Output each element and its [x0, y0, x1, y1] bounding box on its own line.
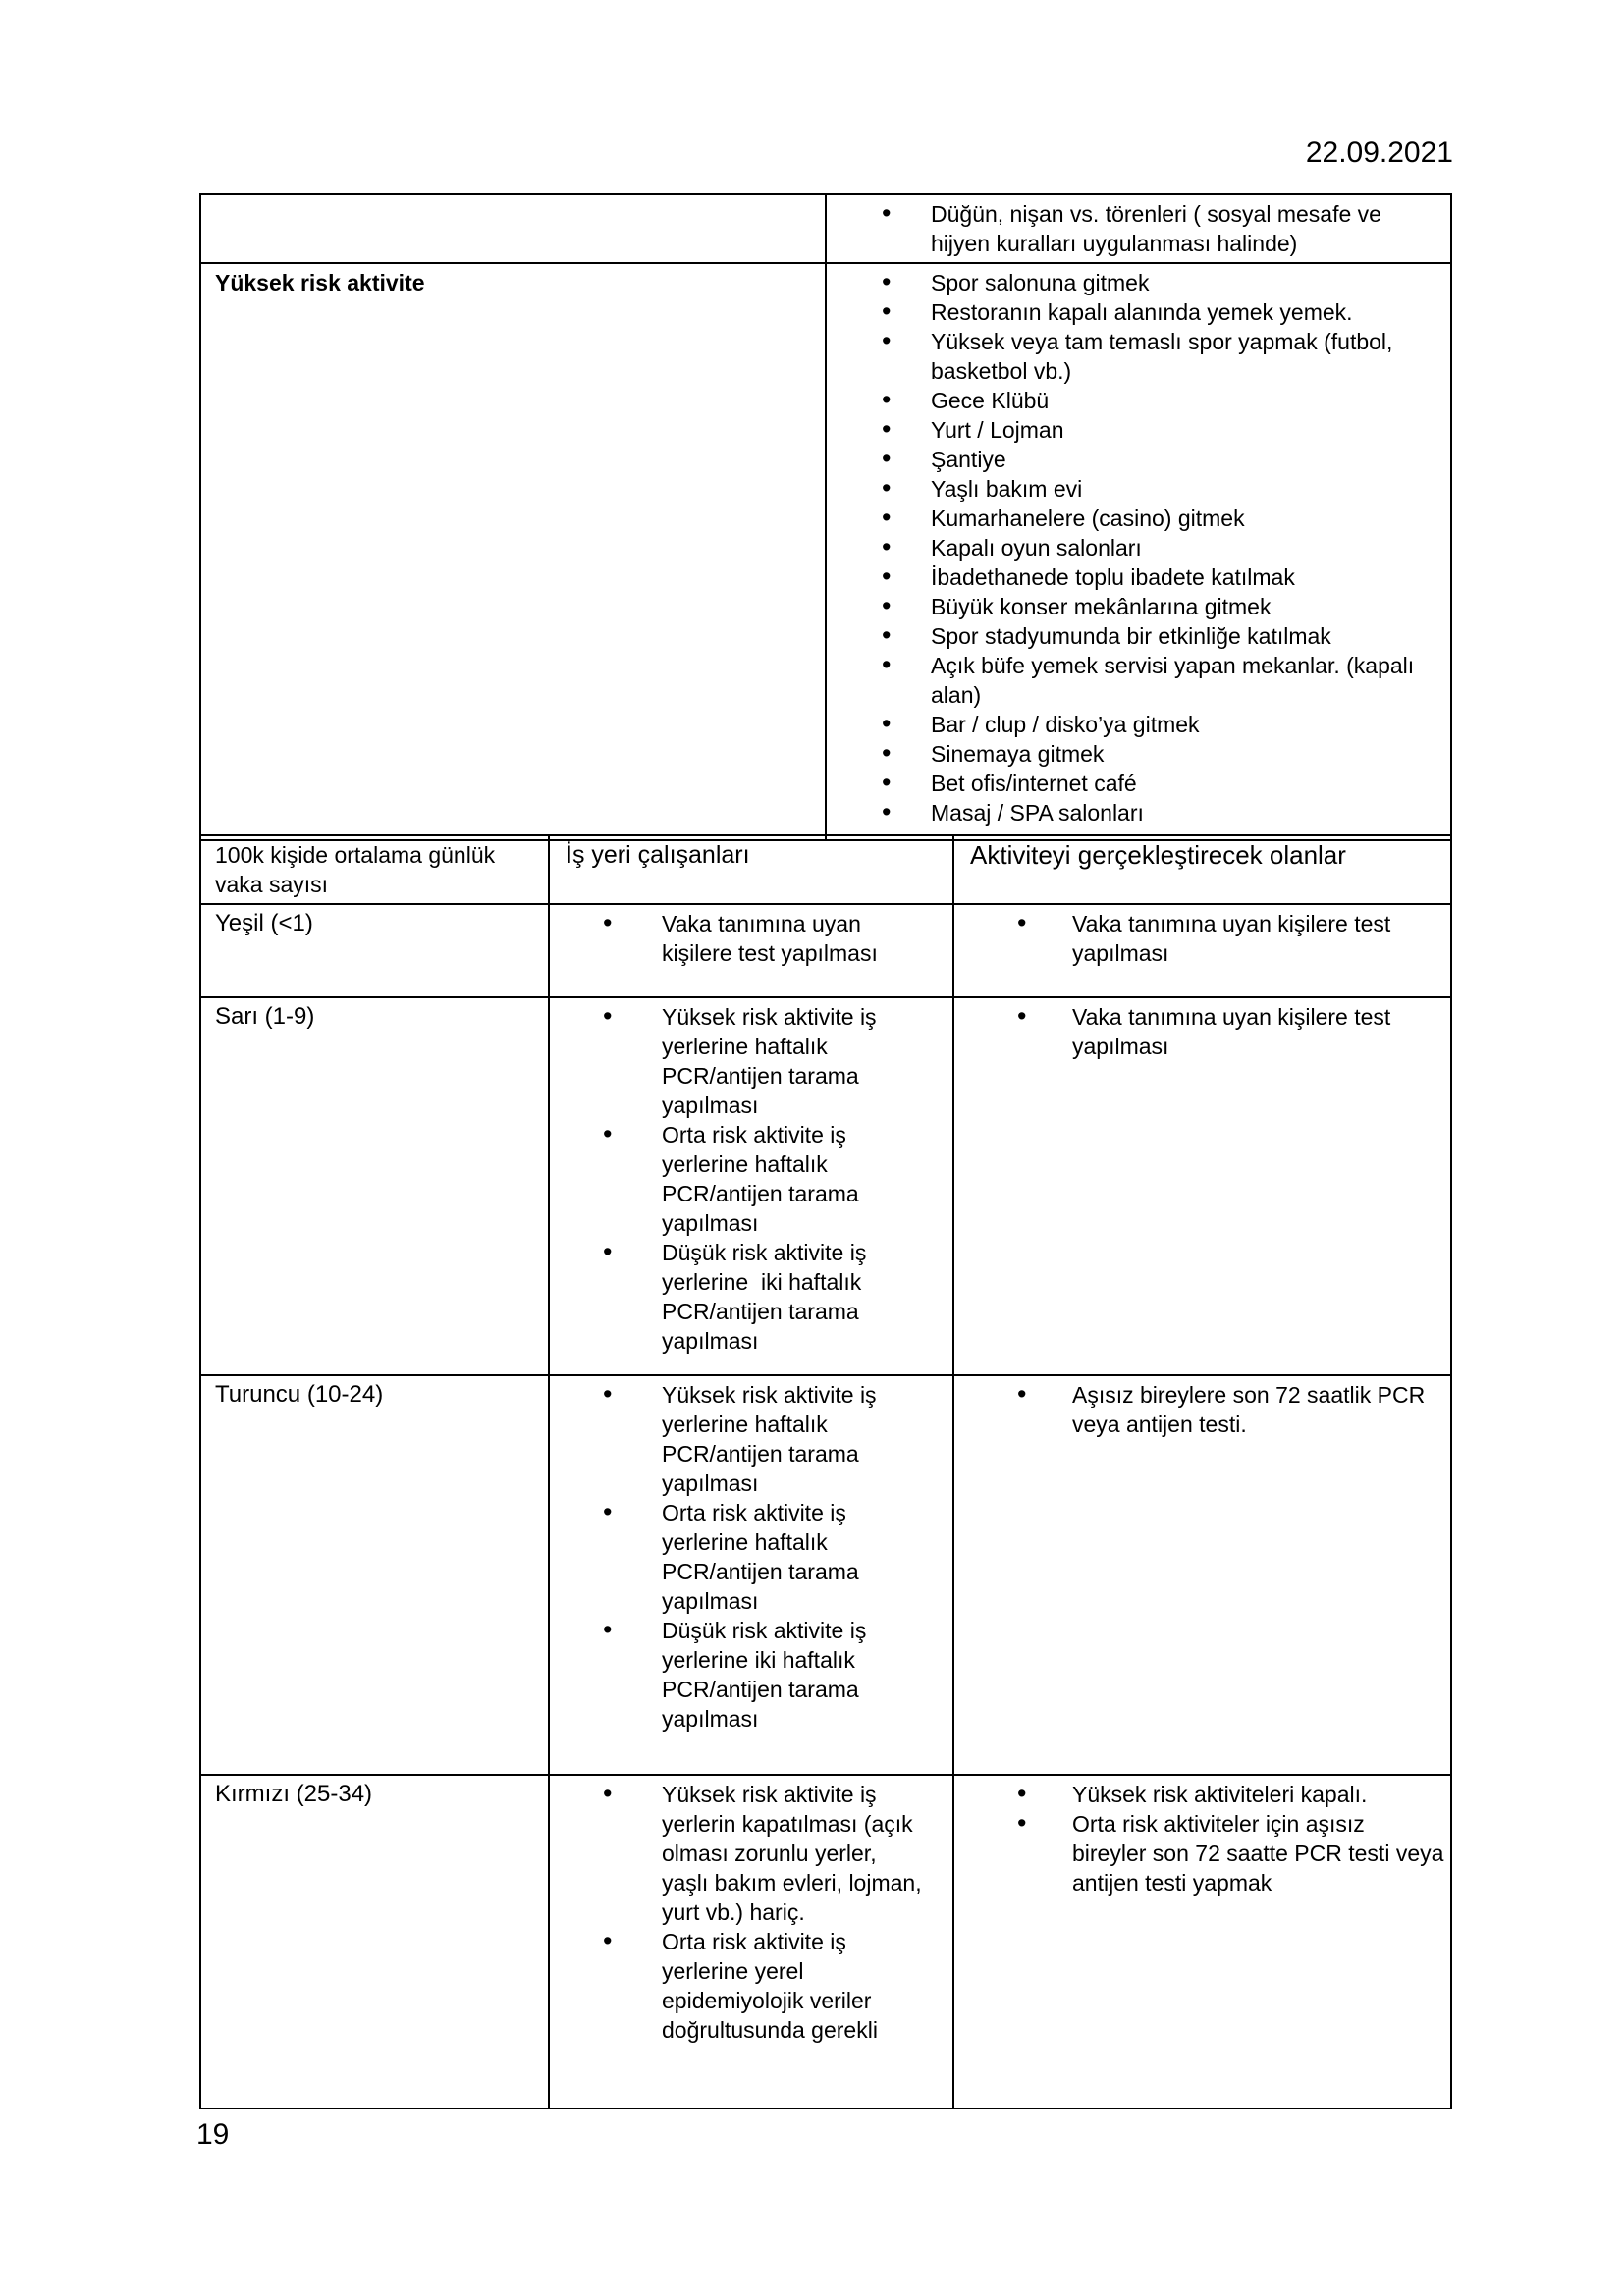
- bullet-item: • Masaj / SPA salonları: [827, 798, 1436, 828]
- risk-category-cell: [200, 194, 826, 263]
- workplace-measures-cell: [549, 1375, 953, 1775]
- table-row: [200, 194, 1451, 263]
- risk-level-label: Turuncu (10-24): [200, 1375, 549, 1775]
- bullet-item: • Spor salonuna gitmek: [827, 268, 1436, 297]
- bullet-item: • Düşük risk aktivite iş yerlerine iki haftalık PCR/antijen tarama yapılması: [550, 1238, 929, 1356]
- bullet-item: • Yüksek veya tam temaslı spor yapmak (futbol, basketbol vb.): [827, 327, 1436, 386]
- bullet-item: • İbadethanede toplu ibadete katılmak: [827, 562, 1436, 592]
- col-header-case-rate: 100k kişide ortalama günlük vaka sayısı: [200, 835, 549, 904]
- bullet-item: • Yüksek risk aktivite iş yerlerin kapatılması (açık olması zorunlu yerler, yaşlı bakım evleri, lojman, yurt vb.) hariç.: [550, 1780, 929, 1927]
- workplace-measures-cell: [549, 1775, 953, 2109]
- col-header-activity: Aktiviteyi gerçekleştirecek olanlar: [953, 835, 1451, 904]
- bullet-item: • Aşısız bireylere son 72 saatlik PCR veya antijen testi.: [954, 1380, 1444, 1439]
- bullet-item: • Kapalı oyun salonları: [827, 533, 1436, 562]
- page-number: 19: [196, 2118, 230, 2151]
- bullet-item: • Yüksek risk aktivite iş yerlerine haftalık PCR/antijen tarama yapılması: [550, 1380, 929, 1498]
- bullet-item: • Büyük konser mekânlarına gitmek: [827, 592, 1436, 621]
- bullet-item: • Yurt / Lojman: [827, 415, 1436, 445]
- bullet-item: • Gece Klübü: [827, 386, 1436, 415]
- bullet-item: • Vaka tanımına uyan kişilere test yapılması: [550, 909, 929, 968]
- bullet-item: • Düğün, nişan vs. törenleri ( sosyal mesafe ve hijyen kuralları uygulanması halinde): [827, 199, 1436, 258]
- bullet-item: • Orta risk aktivite iş yerlerine yerel epidemiyolojik veriler doğrultusunda gerekli: [550, 1927, 929, 2045]
- case-rate-table: [199, 834, 1452, 2109]
- table-row: [200, 1775, 1451, 2109]
- col-header-workplace: İş yeri çalışanları: [549, 835, 953, 904]
- risk-level-label: Kırmızı (25-34): [200, 1775, 549, 2109]
- workplace-measures-cell: [549, 997, 953, 1375]
- bullet-item: • Açık büfe yemek servisi yapan mekanlar. (kapalı alan): [827, 651, 1436, 710]
- table-header-row: [200, 835, 1451, 904]
- activity-measures-cell: [953, 997, 1451, 1375]
- bullet-item: • Kumarhanelere (casino) gitmek: [827, 504, 1436, 533]
- risk-items-cell: [826, 263, 1451, 840]
- risk-items-cell: [826, 194, 1451, 263]
- table-row: [200, 904, 1451, 997]
- bullet-item: • Bet ofis/internet café: [827, 769, 1436, 798]
- bullet-item: • Orta risk aktivite iş yerlerine haftalık PCR/antijen tarama yapılması: [550, 1120, 929, 1238]
- bullet-item: • Vaka tanımına uyan kişilere test yapılması: [954, 909, 1444, 968]
- activity-measures-cell: [953, 1775, 1451, 2109]
- bullet-item: • Yüksek risk aktivite iş yerlerine haftalık PCR/antijen tarama yapılması: [550, 1002, 929, 1120]
- bullet-item: • Şantiye: [827, 445, 1436, 474]
- bullet-item: • Yüksek risk aktiviteleri kapalı.: [954, 1780, 1444, 1809]
- risk-activity-table: [199, 193, 1452, 841]
- risk-level-label: Sarı (1-9): [200, 997, 549, 1375]
- bullet-item: • Restoranın kapalı alanında yemek yemek.: [827, 297, 1436, 327]
- bullet-item: • Düşük risk aktivite iş yerlerine iki haftalık PCR/antijen tarama yapılması: [550, 1616, 929, 1734]
- activity-measures-cell: [953, 1375, 1451, 1775]
- bullet-item: • Spor stadyumunda bir etkinliğe katılmak: [827, 621, 1436, 651]
- risk-category-cell: Yüksek risk aktivite: [200, 263, 826, 840]
- bullet-item: • Bar / clup / disko’ya gitmek: [827, 710, 1436, 739]
- activity-measures-cell: [953, 904, 1451, 997]
- bullet-item: • Orta risk aktiviteler için aşısız bireyler son 72 saatte PCR testi veya antijen testi yapmak: [954, 1809, 1444, 1897]
- table-row: [200, 997, 1451, 1375]
- bullet-item: • Yaşlı bakım evi: [827, 474, 1436, 504]
- bullet-item: • Orta risk aktivite iş yerlerine haftalık PCR/antijen tarama yapılması: [550, 1498, 929, 1616]
- document-date: 22.09.2021: [1305, 136, 1453, 169]
- table-row: [200, 263, 1451, 840]
- bullet-item: • Sinemaya gitmek: [827, 739, 1436, 769]
- bullet-item: • Vaka tanımına uyan kişilere test yapılması: [954, 1002, 1444, 1061]
- risk-level-label: Yeşil (<1): [200, 904, 549, 997]
- workplace-measures-cell: [549, 904, 953, 997]
- table-row: [200, 1375, 1451, 1775]
